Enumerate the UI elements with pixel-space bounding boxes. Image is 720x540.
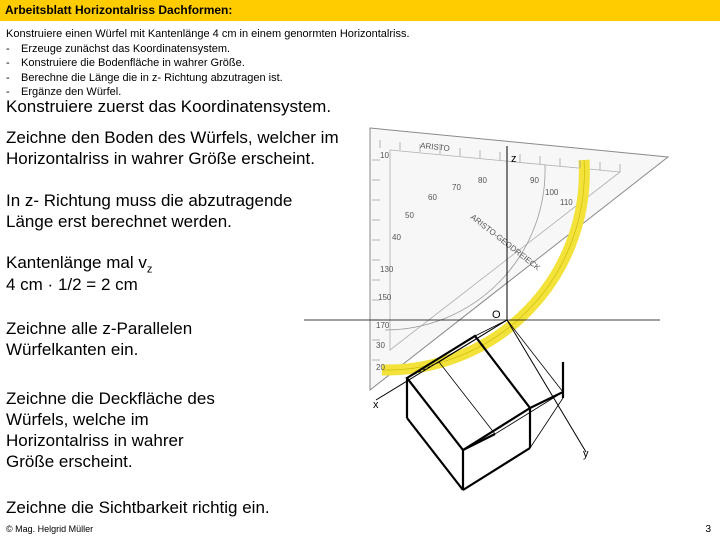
scale-label: 130 (380, 265, 394, 274)
scale-label: 70 (452, 183, 461, 192)
step-calculation-formula: 4 cm · 1/2 = 2 cm (6, 275, 138, 294)
step-calculation-label: Kantenlänge mal $v_z$ (6, 253, 153, 276)
task-item: - Berechne die Länge die in z- Richtung abzutragen ist. (6, 71, 283, 84)
scale-label: 60 (428, 193, 437, 202)
page-number: 3 (705, 524, 711, 535)
origin-label: O (492, 309, 501, 321)
set-square (370, 128, 668, 390)
scale-label: 50 (405, 211, 414, 220)
scale-label: 20 (376, 363, 385, 372)
task-item: - Erzeuge zunächst das Koordinatensystem. (6, 42, 231, 55)
step-floor: Zeichne den Boden des Würfels, welcher im Horizontalriss in wahrer Größe erscheint. (6, 128, 339, 168)
step-z-direction: In z- Richtung muss die abzutragende Länge erst berechnet werden. (6, 191, 293, 231)
scale-label: 100 (545, 188, 559, 197)
step-top-face: Zeichne die Deckfläche des Würfels, welche im Horizontalriss in wahrer Größe erscheint. (6, 389, 215, 471)
task-item: - Konstruiere die Bodenfläche in wahrer Größe. (6, 57, 245, 70)
scale-label: 110 (560, 198, 573, 207)
scale-label: 150 (378, 293, 392, 302)
scale-label: 170 (376, 321, 390, 330)
task-intro: Konstruiere einen Würfel mit Kantenlänge 4 cm in einem genormten Horizontalriss. (6, 28, 410, 40)
axis-label-x: x (373, 399, 379, 411)
page-title: Arbeitsblatt Horizontalriss Dachformen: (5, 3, 233, 17)
axis-label-y: y (583, 448, 589, 460)
footer-author: © Mag. Helgrid Müller (6, 524, 94, 534)
brand-label: ARISTO-GEODREIECK (468, 212, 542, 273)
scale-label: 90 (530, 176, 539, 185)
task-item: - Ergänze den Würfel. (6, 86, 122, 99)
step-z-parallels: Zeichne alle z-Parallelen Würfelkanten ein. (6, 319, 193, 359)
scale-label: 10 (380, 151, 389, 160)
step-visibility: Zeichne die Sichtbarkeit richtig ein. (6, 498, 270, 517)
scale-label: 40 (392, 233, 401, 242)
step-coordinate-system: Konstruiere zuerst das Koordinatensystem. (6, 97, 332, 116)
axis-label-z: z (511, 153, 517, 165)
scale-label: 30 (376, 341, 385, 350)
scale-label: 80 (478, 176, 487, 185)
brand-label: ARISTO (419, 141, 451, 154)
